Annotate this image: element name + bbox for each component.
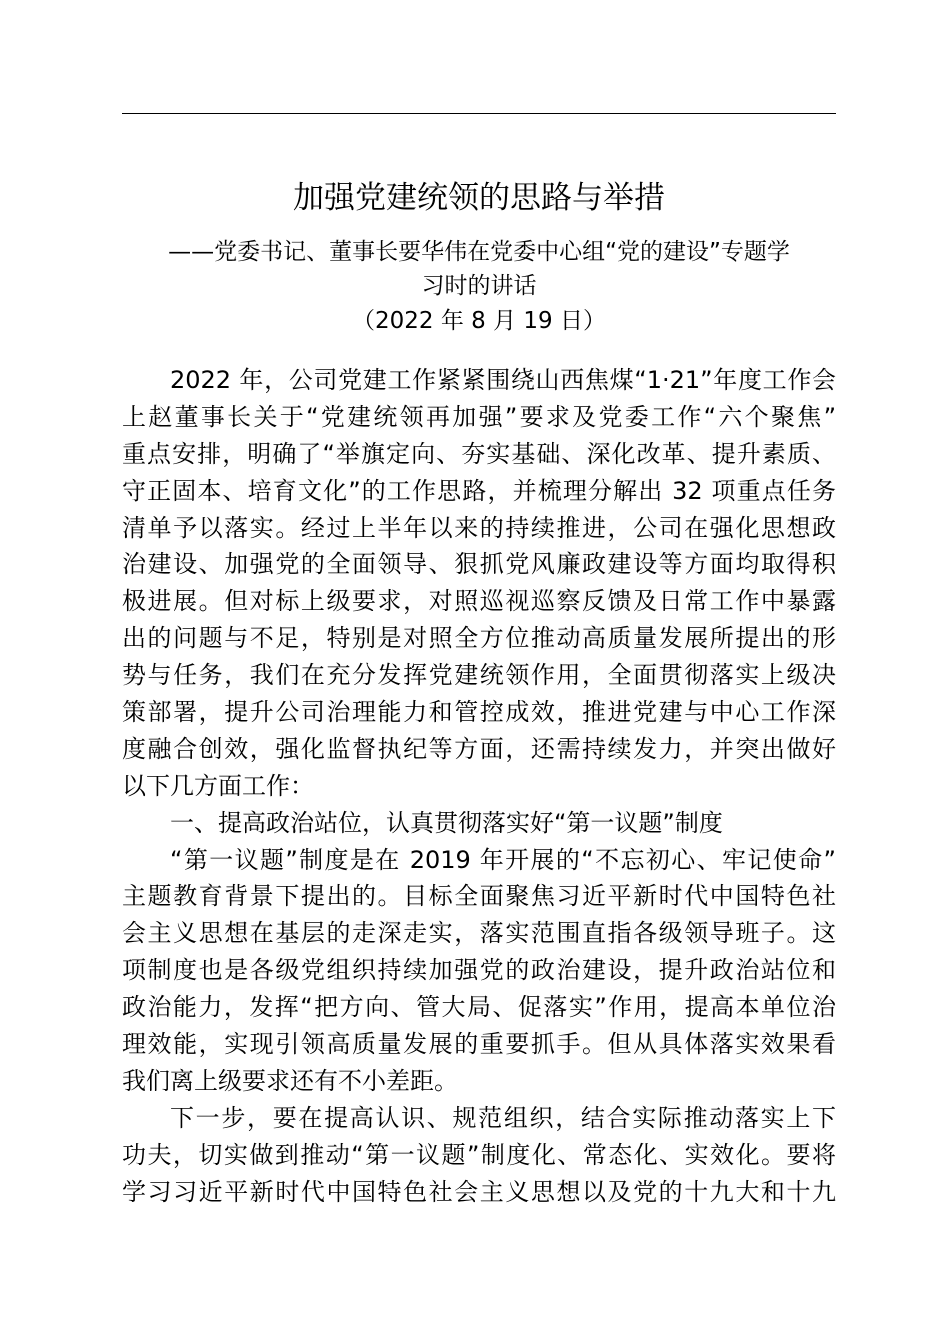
subtitle-line-2: 习时的讲话 (421, 273, 537, 299)
body-line: 治建设、加强党的全面领导、狠抓党风廉政建设等方面均取得积 (122, 550, 836, 579)
body-line: 清单予以落实。经过上半年以来的持续推进，公司在强化思想政 (122, 513, 836, 542)
body-line: 守正固本、培育文化”的工作思路，并梳理分解出 32 项重点任务 (122, 476, 836, 505)
body-line: 以下几方面工作： (122, 771, 314, 800)
body-line: 学习习近平新时代中国特色社会主义思想以及党的十九大和十九 (122, 1177, 836, 1206)
body-line: 势与任务，我们在充分发挥党建统领作用，全面贯彻落实上级决 (122, 661, 836, 690)
body-line: 策部署，提升公司治理能力和管控成效，推进党建与中心工作深 (122, 698, 836, 727)
body-line: 主题教育背景下提出的。目标全面聚焦习近平新时代中国特色社 (122, 882, 836, 911)
body-line: 项制度也是各级党组织持续加强党的政治建设，提升政治站位和 (122, 956, 836, 985)
body-line: 功夫，切实做到推动“第一议题”制度化、常态化、实效化。要将 (122, 1140, 836, 1169)
body-line: 极进展。但对标上级要求，对照巡视巡察反馈及日常工作中暴露 (122, 587, 836, 616)
section-heading: 一、提高政治站位，认真贯彻落实好“第一议题”制度 (170, 808, 723, 837)
body-line: 我们离上级要求还有不小差距。 (122, 1066, 458, 1095)
body-line: 2022 年，公司党建工作紧紧围绕山西焦煤“1·21”年度工作会 (170, 366, 836, 394)
document-title: 加强党建统领的思路与举措 (293, 180, 665, 216)
body-line: 重点安排，明确了“举旗定向、夯实基础、深化改革、提升素质、 (122, 439, 836, 468)
body-line: 上赵董事长关于“党建统领再加强”要求及党委工作“六个聚焦” (122, 402, 836, 431)
body-line: 下一步，要在提高认识、规范组织，结合实际推动落实上下 (170, 1103, 836, 1132)
document-body (122, 362, 836, 1210)
body-line: 政治能力，发挥“把方向、管大局、促落实”作用，提高本单位治 (122, 993, 836, 1022)
header-rule (122, 113, 836, 114)
speech-date: （2022 年 8 月 19 日） (352, 308, 606, 334)
body-line: 出的问题与不足，特别是对照全方位推动高质量发展所提出的形 (122, 624, 836, 653)
subtitle-line-1: ——党委书记、董事长要华伟在党委中心组“党的建设”专题学 (168, 239, 790, 265)
body-line: “第一议题”制度是在 2019 年开展的“不忘初心、牢记使命” (170, 845, 836, 874)
body-line: 度融合创效，强化监督执纪等方面，还需持续发力，并突出做好 (122, 734, 836, 763)
body-line: 理效能，实现引领高质量发展的重要抓手。但从具体落实效果看 (122, 1030, 836, 1059)
body-line: 会主义思想在基层的走深走实，落实范围直指各级领导班子。这 (122, 919, 836, 948)
